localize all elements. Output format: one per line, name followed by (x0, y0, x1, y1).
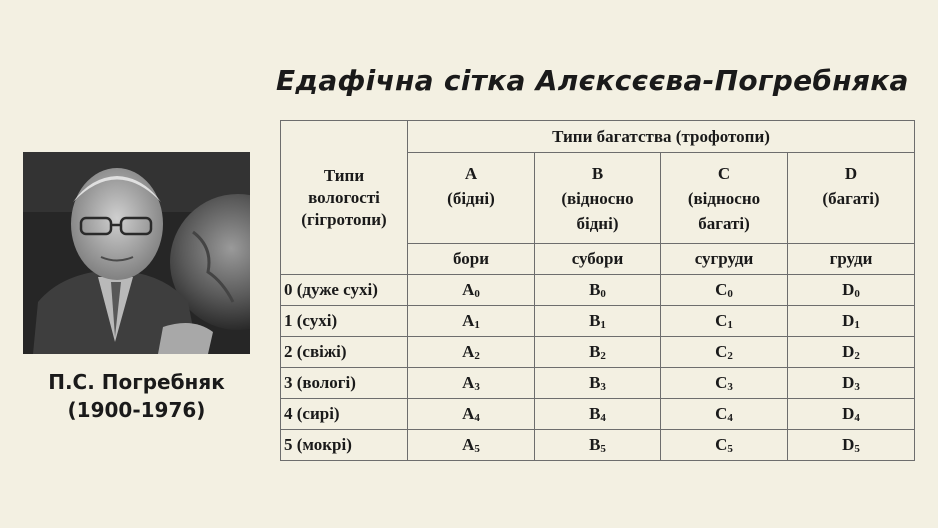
person-years: (1900-1976) (67, 398, 206, 422)
grid-cell: $B_0$ (535, 275, 661, 306)
grid-cell: $C_0$ (661, 275, 788, 306)
grid-cell: $A_4$ (408, 399, 535, 430)
row-label: 5 (мокрі) (281, 430, 408, 461)
grid-cell: $D_1$ (788, 306, 915, 337)
row-label: 4 (сирі) (281, 399, 408, 430)
moisture-types-header: Типи вологості (гігротопи) (281, 121, 408, 275)
row-label: 1 (сухі) (281, 306, 408, 337)
portrait-image (23, 152, 250, 354)
portrait-photo (23, 152, 250, 354)
person-name: П.С. Погребняк (48, 370, 225, 394)
grid-cell: $B_2$ (535, 337, 661, 368)
table-row (281, 275, 915, 306)
edaphic-grid-table (280, 120, 915, 461)
column-name-b: субори (535, 244, 661, 275)
row-label: 0 (дуже сухі) (281, 275, 408, 306)
table-row (281, 430, 915, 461)
grid-cell: $B_1$ (535, 306, 661, 337)
table-row (281, 337, 915, 368)
portrait-caption (23, 368, 250, 424)
grid-cell: $C_1$ (661, 306, 788, 337)
table-row (281, 399, 915, 430)
column-header-b: B (відносно бідні) (535, 153, 661, 244)
column-name-c: сугруди (661, 244, 788, 275)
richness-types-header: Типи багатства (трофотопи) (408, 121, 915, 153)
grid-cell: $A_0$ (408, 275, 535, 306)
grid-cell: $A_3$ (408, 368, 535, 399)
grid-cell: $B_5$ (535, 430, 661, 461)
column-header-d: D (багаті) (788, 153, 915, 244)
grid-cell: $D_5$ (788, 430, 915, 461)
row-label: 2 (свіжі) (281, 337, 408, 368)
grid-cell: $C_5$ (661, 430, 788, 461)
grid-cell: $D_2$ (788, 337, 915, 368)
grid-cell: $C_2$ (661, 337, 788, 368)
column-header-c: C (відносно багаті) (661, 153, 788, 244)
grid-cell: $D_0$ (788, 275, 915, 306)
grid-cell: $B_4$ (535, 399, 661, 430)
grid-cell: $A_5$ (408, 430, 535, 461)
grid-cell: $D_4$ (788, 399, 915, 430)
grid-cell: $D_3$ (788, 368, 915, 399)
slide-title: Едафічна сітка Алєксєєва-Погребняка (276, 64, 909, 97)
table-row (281, 306, 915, 337)
grid-cell: $B_3$ (535, 368, 661, 399)
row-label: 3 (вологі) (281, 368, 408, 399)
grid-cell: $C_3$ (661, 368, 788, 399)
grid-cell: $A_2$ (408, 337, 535, 368)
grid-cell: $C_4$ (661, 399, 788, 430)
grid-cell: $A_1$ (408, 306, 535, 337)
column-header-a: A (бідні) (408, 153, 535, 244)
table-row (281, 368, 915, 399)
column-name-a: бори (408, 244, 535, 275)
column-name-d: груди (788, 244, 915, 275)
